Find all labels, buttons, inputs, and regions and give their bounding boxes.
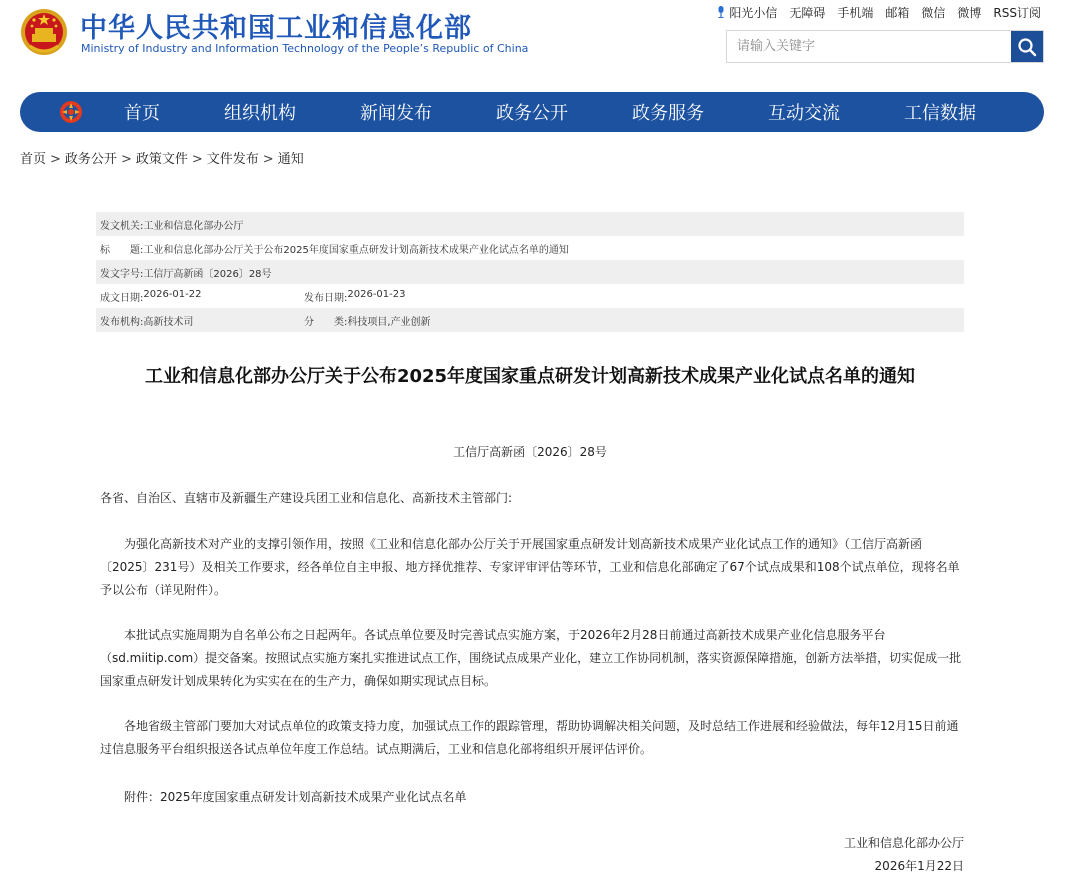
search-box bbox=[726, 30, 1044, 63]
breadcrumb-separator: > bbox=[191, 152, 203, 167]
national-emblem-icon[interactable] bbox=[20, 6, 68, 58]
breadcrumb-policy-files[interactable]: 政策文件 bbox=[135, 152, 188, 167]
nav-items bbox=[102, 99, 1008, 125]
meta-label: 发布日期: bbox=[304, 292, 348, 304]
top-link-rss[interactable]: RSS订阅 bbox=[993, 6, 1041, 20]
meta-label: 成文日期: bbox=[100, 292, 144, 304]
article-docnum: 工信厅高新函〔2026〕28号 bbox=[453, 445, 607, 459]
nav-logo[interactable] bbox=[44, 92, 98, 132]
top-link-weibo[interactable]: 微博 bbox=[957, 6, 982, 20]
meta-label: 发文字号: bbox=[100, 268, 144, 280]
breadcrumb-file-release[interactable]: 文件发布 bbox=[206, 152, 259, 167]
site-header bbox=[0, 0, 1065, 80]
nav-item-government-affairs[interactable]: 政务公开 bbox=[496, 103, 568, 124]
article-paragraph: 本批试点实施周期为自名单公布之日起两年。各试点单位要及时完善试点实施方案，于2026年2月28日前通过高新技术成果产业化信息服务平台（sd.miitip.com）提交备案。按照试点实施方案扎实推进试点工作，围绕试点成果产业化，建立工作协同机制，落实资源保障措施，创新方法举措，切实促成一批国家重点研发计划成果转化为实实在在的生产力，确保如期实现试点目标。 bbox=[100, 628, 962, 688]
article-title: 工业和信息化部办公厅关于公布2025年度国家重点研发计划高新技术成果产业化试点名单的通知 bbox=[144, 366, 916, 387]
top-link-mobile[interactable]: 手机端 bbox=[837, 6, 874, 20]
meta-row-dates bbox=[96, 284, 964, 308]
meta-label: 发布机构: bbox=[100, 316, 144, 328]
breadcrumb-government-affairs[interactable]: 政务公开 bbox=[64, 152, 117, 167]
meta-issuer: 工业和信息化部办公厅 bbox=[143, 220, 244, 232]
nav-item-organization[interactable]: 组织机构 bbox=[224, 103, 296, 124]
meta-docno: 工信厅高新函〔2026〕28号 bbox=[143, 268, 272, 280]
article-paragraph: 为强化高新技术对产业的支撑引领作用，按照《工业和信息化部办公厅关于开展国家重点研发计划高新技术成果产业化试点工作的通知》（工信厅高新函〔2025〕231号）及相关工作要求，经各单位自主申报、地方择优推荐、专家评审评估等环节，工业和信息化部确定了67个试点成果和108个试点单位，现将名单予以公布（详见附件）。 bbox=[100, 537, 960, 597]
top-link-sunshine[interactable] bbox=[717, 4, 777, 21]
signature-org: 工业和信息化部办公厅 bbox=[843, 836, 964, 850]
breadcrumb-notice[interactable]: 通知 bbox=[277, 152, 304, 167]
top-links bbox=[717, 4, 1041, 21]
meta-row-docno bbox=[96, 260, 964, 284]
article-salutation: 各省、自治区、直辖市及新疆生产建设兵团工业和信息化、高新技术主管部门: bbox=[100, 491, 513, 505]
site-name-en: Ministry of Industry and Information Technology of the People’s Republic of China bbox=[81, 42, 529, 55]
meta-created-date: 2026-01-22 bbox=[143, 288, 202, 300]
meta-label: 标 题: bbox=[100, 244, 144, 256]
breadcrumb-separator: > bbox=[50, 152, 61, 167]
meta-row-org bbox=[96, 308, 964, 332]
attachment-link[interactable]: 附件：2025年度国家重点研发计划高新技术成果产业化试点名单 bbox=[124, 790, 467, 804]
meta-label: 发文机关: bbox=[100, 220, 144, 232]
top-link-accessibility[interactable]: 无障碍 bbox=[789, 6, 826, 20]
nav-item-news[interactable]: 新闻发布 bbox=[360, 103, 432, 124]
site-name-cn[interactable]: 中华人民共和国工业和信息化部 bbox=[80, 13, 472, 44]
main-nav bbox=[20, 92, 1044, 132]
meta-row-title bbox=[96, 236, 964, 260]
miit-gear-logo-icon bbox=[58, 99, 84, 125]
search-button[interactable] bbox=[1011, 31, 1043, 62]
nav-item-government-services[interactable]: 政务服务 bbox=[632, 103, 704, 124]
meta-title: 工业和信息化部办公厅关于公布2025年度国家重点研发计划高新技术成果产业化试点名单的通知 bbox=[143, 244, 569, 256]
signature-date: 2026年1月22日 bbox=[874, 859, 964, 873]
nav-item-data[interactable]: 工信数据 bbox=[904, 103, 976, 124]
search-icon bbox=[1017, 37, 1037, 57]
article-paragraph: 各地省级主管部门要加大对试点单位的政策支持力度，加强试点工作的跟踪管理，帮助协调解决相关问题，及时总结工作进展和经验做法，每年12月15日前通过信息服务平台组织报送各试点单位年度工作总结。试点期满后，工业和信息化部将组织开展评估评价。 bbox=[100, 719, 959, 756]
meta-category: 科技项目,产业创新 bbox=[347, 316, 431, 328]
document-meta-table bbox=[96, 212, 964, 332]
microphone-icon bbox=[717, 6, 725, 18]
meta-label: 分 类: bbox=[304, 316, 348, 328]
breadcrumb bbox=[20, 148, 304, 167]
meta-org: 高新技术司 bbox=[143, 316, 194, 328]
breadcrumb-separator: > bbox=[262, 152, 274, 167]
top-link-mail[interactable]: 邮箱 bbox=[885, 6, 910, 20]
meta-row-issuer bbox=[96, 212, 964, 236]
search-input[interactable] bbox=[727, 31, 1011, 62]
breadcrumb-separator: > bbox=[120, 152, 132, 167]
nav-item-home[interactable]: 首页 bbox=[124, 103, 160, 124]
meta-published-date: 2026-01-23 bbox=[347, 288, 406, 300]
top-link-sunshine-label: 阳光小信 bbox=[729, 6, 778, 20]
top-link-wechat[interactable]: 微信 bbox=[921, 6, 946, 20]
breadcrumb-home[interactable]: 首页 bbox=[20, 152, 47, 167]
nav-item-interaction[interactable]: 互动交流 bbox=[768, 103, 840, 124]
